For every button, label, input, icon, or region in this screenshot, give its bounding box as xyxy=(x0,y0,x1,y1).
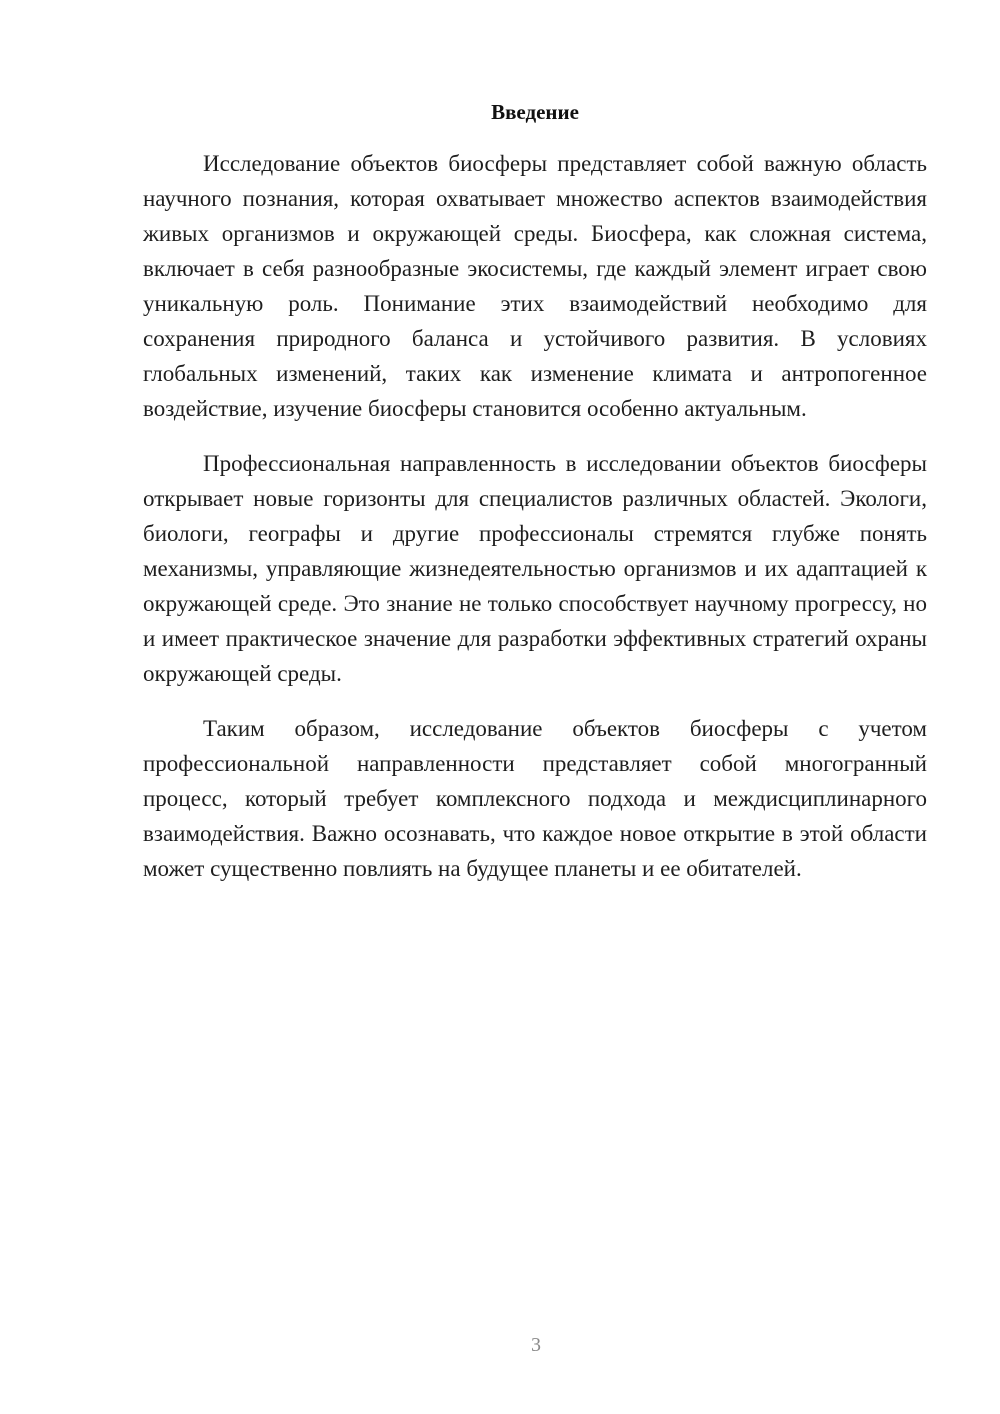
paragraph-1: Исследование объектов биосферы представляет собой важную область научного познания, которая охватывает множество аспектов взаимодействия живых организмов и окружающей среды. Биосфера, как сложная система, включает в себя разнообразные экосистемы, где каждый элемент играет свою уникальную роль. Понимание этих взаимодействий необходимо для сохранения природного баланса и устойчивого развития. В условиях глобальных изменений, таких как изменение климата и антропогенное воздействие, изучение биосферы становится особенно актуальным. xyxy=(143,151,927,421)
page-number: 3 xyxy=(531,1334,541,1356)
page-content xyxy=(143,98,927,906)
section-heading: Введение xyxy=(491,100,579,124)
paragraph-2: Профессиональная направленность в исследовании объектов биосферы открывает новые горизонты для специалистов различных областей. Экологи, биологи, географы и другие профессионалы стремятся глубже понять механизмы, управляющие жизнедеятельностью организмов и их адаптацией к окружающей среде. Это знание не только способствует научному прогрессу, но и имеет практическое значение для разработки эффективных стратегий охраны окружающей среды. xyxy=(143,451,927,686)
paragraph-3: Таким образом, исследование объектов биосферы с учетом профессиональной направленности представляет собой многогранный процесс, который требует комплексного подхода и междисциплинарного взаимодействия. Важно осознавать, что каждое новое открытие в этой области может существенно повлиять на будущее планеты и ее обитателей. xyxy=(143,716,927,881)
